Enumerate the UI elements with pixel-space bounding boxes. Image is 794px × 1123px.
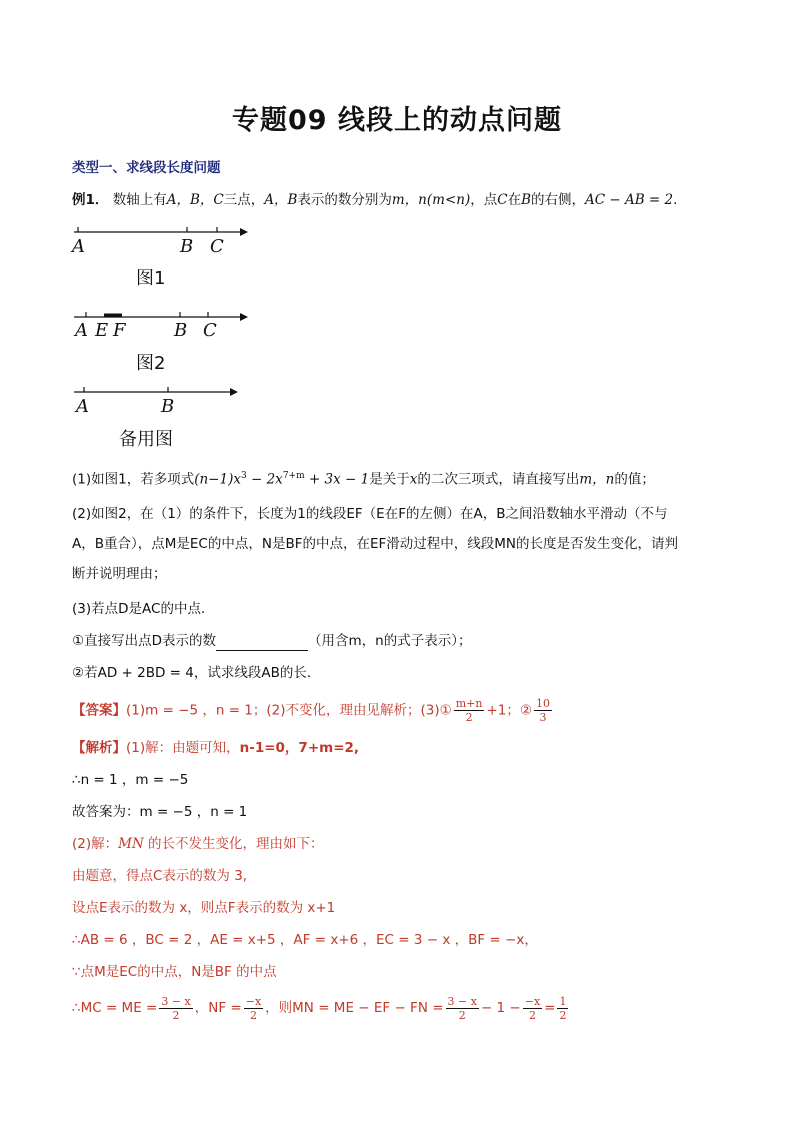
question-3-head: (3)若点D是AC的中点． bbox=[72, 601, 215, 617]
fig2-label-b: B bbox=[174, 320, 188, 341]
fig2-caption: 图2 bbox=[136, 353, 166, 374]
numerator: −x bbox=[245, 994, 262, 1008]
analysis-line-7: ∴AB = 6 ，BC = 2 ，AE = x+5 ，AF = x+6 ，EC = 3 − x ，BF = −x， bbox=[72, 932, 538, 948]
numerator: −x bbox=[524, 994, 541, 1008]
math: A，B，C bbox=[166, 192, 224, 208]
answer-line bbox=[72, 697, 554, 724]
arrow-head bbox=[240, 313, 248, 321]
text: (1)解：由题可知， bbox=[126, 740, 240, 756]
math: AC − AB = 2 bbox=[584, 192, 674, 208]
question-2-line-2: A，B重合），点M是EC的中点，N是BF的中点，在EF滑动过程中，线段MN的长度是否发生变化，请判 bbox=[72, 536, 679, 552]
section-heading: 类型一、求线段长度问题 bbox=[72, 160, 221, 176]
text: ，NF = bbox=[194, 1000, 242, 1016]
text: ，点 bbox=[470, 192, 498, 208]
math: 3 bbox=[240, 471, 247, 481]
figure-1-number-line bbox=[70, 222, 250, 236]
fig2-label-f: F bbox=[113, 320, 126, 341]
text: 在 bbox=[507, 192, 522, 208]
text: ∴MC = ME = bbox=[72, 1000, 158, 1016]
answer-tag: 【答案】 bbox=[72, 702, 126, 719]
text: ①直接写出点D表示的数 bbox=[72, 633, 216, 649]
analysis-line-9 bbox=[72, 990, 570, 1026]
fig3-caption: 备用图 bbox=[119, 429, 173, 450]
fraction bbox=[557, 995, 568, 1022]
denominator: 2 bbox=[559, 1008, 567, 1022]
fig1-label-c: C bbox=[210, 236, 224, 257]
numerator: 3 − x bbox=[447, 994, 477, 1008]
fig1-caption: 图1 bbox=[136, 268, 166, 289]
example-label: 例1． bbox=[72, 192, 109, 208]
answer-blank bbox=[216, 636, 308, 651]
text: (2)解： bbox=[72, 836, 119, 852]
analysis-line-8: ∵点M是EC的中点，N是BF 的中点 bbox=[72, 964, 277, 980]
text: 数轴上有 bbox=[112, 192, 167, 208]
math: A，B bbox=[264, 192, 298, 208]
fraction bbox=[159, 995, 192, 1022]
denominator: 2 bbox=[458, 1008, 466, 1022]
text: 是关于 bbox=[369, 471, 410, 488]
text: 的长不发生变化，理由如下： bbox=[143, 836, 324, 852]
numerator: m+n bbox=[455, 697, 483, 710]
math: 7+m bbox=[282, 471, 305, 481]
denominator: 2 bbox=[528, 1008, 536, 1022]
page-title: 专题09 线段上的动点问题 bbox=[232, 105, 562, 136]
text: 的右侧， bbox=[530, 192, 585, 208]
arrow-head bbox=[240, 228, 248, 236]
question-1 bbox=[72, 466, 655, 490]
analysis-line-5: 由题意，得点C表示的数为 3, bbox=[72, 868, 248, 884]
text: ． bbox=[673, 192, 687, 208]
text: 的二次三项式，请直接写出 bbox=[417, 471, 580, 488]
fig2-label-a: A bbox=[75, 320, 88, 341]
denominator: 2 bbox=[465, 711, 473, 724]
fig2-label-c: C bbox=[203, 320, 217, 341]
fig3-label-b: B bbox=[161, 396, 175, 417]
text: n-1=0，7+m=2, bbox=[239, 740, 360, 756]
analysis-line-4 bbox=[72, 834, 324, 854]
fig1-label-a: A bbox=[72, 236, 85, 257]
fig2-label-e: E bbox=[95, 320, 109, 341]
text: ，则MN = ME − EF − FN = bbox=[265, 1000, 444, 1016]
analysis-line-1 bbox=[72, 738, 359, 758]
arrow-head bbox=[230, 388, 238, 396]
text: +1；② bbox=[486, 702, 532, 719]
example-statement bbox=[72, 190, 687, 210]
question-2-line-3: 断并说明理由； bbox=[72, 566, 167, 582]
spare-figure-number-line bbox=[70, 384, 250, 398]
math: MN bbox=[118, 836, 144, 852]
question-3-sub-2: ②若AD + 2BD = 4，试求线段AB的长． bbox=[72, 665, 321, 681]
fraction bbox=[446, 995, 479, 1022]
math: x bbox=[409, 471, 418, 488]
text: − 1 − bbox=[480, 1000, 521, 1016]
text: 三点， bbox=[223, 192, 265, 208]
math: B bbox=[521, 192, 531, 208]
analysis-line-3: 故答案为：m = −5 ，n = 1 bbox=[72, 804, 248, 820]
fraction bbox=[244, 995, 263, 1022]
fig1-label-b: B bbox=[180, 236, 194, 257]
text: (1)m = −5 ，n = 1；(2)不变化，理由见解析；(3)① bbox=[126, 702, 452, 719]
analysis-tag: 【解析】 bbox=[72, 740, 126, 756]
denominator: 2 bbox=[172, 1008, 180, 1022]
text: = bbox=[544, 1000, 556, 1016]
text: 的值； bbox=[614, 471, 655, 488]
text: 表示的数分别为 bbox=[297, 192, 392, 208]
math: C bbox=[497, 192, 508, 208]
math: (m<n) bbox=[426, 192, 471, 208]
question-2-line-1: (2)如图2，在（1）的条件下，长度为1的线段EF（E在F的左侧）在A，B之间沿数轴水平滑动（不与 bbox=[72, 506, 668, 522]
math: + 3x − 1 bbox=[304, 471, 370, 488]
analysis-line-6: 设点E表示的数为 x，则点F表示的数为 x+1 bbox=[72, 900, 336, 916]
analysis-line-2: ∴n = 1 ，m = −5 bbox=[72, 772, 189, 788]
text: （用含m，n的式子表示）； bbox=[308, 633, 472, 649]
fraction bbox=[534, 697, 552, 724]
question-3-sub-1 bbox=[72, 631, 471, 651]
fraction bbox=[523, 995, 542, 1022]
math: m，n bbox=[579, 471, 615, 488]
fraction bbox=[454, 697, 485, 724]
math: (n−1)x bbox=[194, 471, 241, 488]
text: (1)如图1，若多项式 bbox=[72, 471, 195, 488]
denominator: 3 bbox=[539, 711, 547, 724]
fig3-label-a: A bbox=[76, 396, 89, 417]
numerator: 1 bbox=[559, 994, 567, 1008]
numerator: 10 bbox=[536, 697, 550, 710]
math: − 2x bbox=[246, 471, 283, 488]
numerator: 3 − x bbox=[161, 994, 191, 1008]
math: m，n bbox=[391, 192, 427, 208]
denominator: 2 bbox=[249, 1008, 257, 1022]
